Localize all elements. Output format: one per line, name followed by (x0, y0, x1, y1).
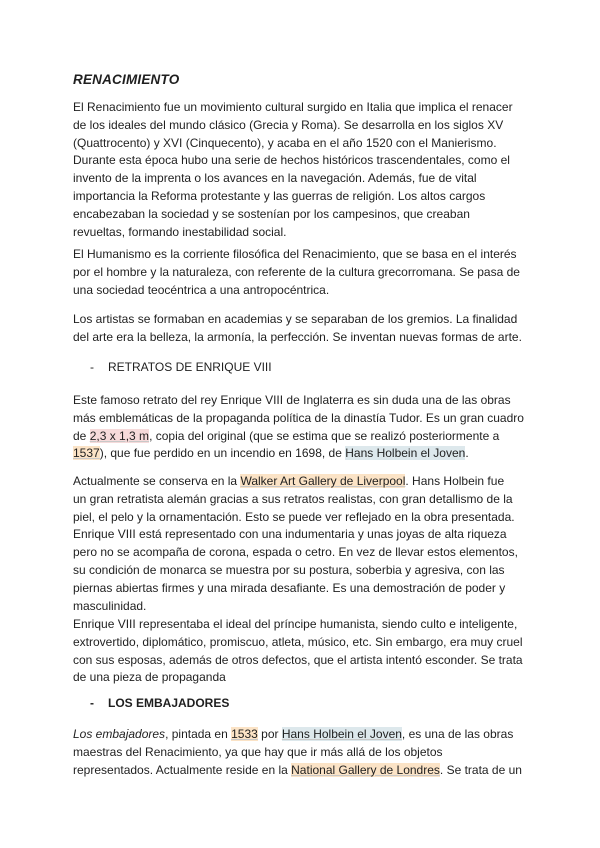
text-line: su condición de monarca se muestra por su postura, soberbia y agresiva, con las (73, 562, 505, 577)
text-run: . (465, 446, 469, 461)
highlight-artist: Hans Holbein el Joven (345, 446, 466, 461)
text-run: , pintada en (165, 727, 232, 741)
text-line: por el hombre y la naturaleza, con referente de la cultura grecorromana. Se pasa de (73, 264, 520, 279)
highlight-year: 1533 (231, 727, 258, 741)
text-line (73, 726, 535, 744)
text-run: . Se trata de un (439, 762, 522, 777)
text-line: Enrique VIII representaba el ideal del príncipe humanista, siendo culto e inteligente, (73, 617, 518, 631)
text-line: piel, el pelo y la ornamentación. Esto se puede ver reflejado en la obra presentada. (73, 509, 515, 524)
text-line: piernas abiertas firmes y una mirada desafiante. Es una demostración de poder y (73, 580, 506, 595)
artwork-title: Los embajadores (73, 727, 166, 741)
text-line: invento de la imprenta o los avances en la navegación. Además, fue de vital (73, 171, 477, 186)
paragraph-principe-humanista (73, 616, 535, 687)
text-run: por (257, 727, 282, 741)
text-line: revueltas, formando inestabilidad social. (73, 224, 287, 239)
text-line: un gran retratista alemán gracias a sus retratos realistas, con gran detallismo de la (73, 491, 513, 506)
text-line (73, 473, 535, 491)
bullet-retratos-enrique (90, 360, 272, 374)
text-line: de una pieza de propaganda (73, 670, 226, 685)
text-line: de los ideales del mundo clásico (Grecia y Roma). Se desarrolla en los siglos XV (73, 117, 504, 132)
text-line: extrovertido, diplomático, promiscuo, atleta, músico, etc. Sin embargo, era muy cruel (73, 634, 523, 649)
text-line: pero no se acompaña de corona, espada o cetro. En vez de llevar estos elementos, (73, 545, 518, 560)
text-line: una sociedad teocéntrica a una antropocéntrica. (73, 282, 330, 297)
text-line: encabezaban la sociedad y se sostenían por los campesinos, que creaban (73, 206, 470, 221)
text-line: (Quattrocento) y XVI (Cinquecento), y acaba en el año 1520 con el Manierismo. (73, 135, 497, 150)
paragraph-embajadores (73, 726, 535, 779)
text-line: El Humanismo es la corriente filosófica del Renacimiento, que se basa en el interés (73, 247, 517, 261)
text-line (73, 428, 535, 446)
text-line: maestras del Renacimiento, ya que hay que ir más allá de los objetos (73, 744, 443, 759)
highlight-year: 1537 (73, 446, 100, 461)
paragraph-artistas (73, 311, 535, 347)
bullet-text: RETRATOS DE ENRIQUE VIII (108, 360, 272, 374)
bullet-text: LOS EMBAJADORES (108, 696, 230, 710)
highlight-dimensions: 2,3 x 1,3 m (89, 428, 150, 443)
text-run: , es una de las obras (401, 727, 514, 741)
text-run: Actualmente se conserva en la (73, 474, 241, 488)
text-line: Durante esta época hubo una serie de hechos históricos trascendentales, como el (73, 153, 510, 168)
text-run: de (73, 428, 90, 443)
text-line: más emblemáticas de la propaganda política de la dinastía Tudor. Es un gran cuadro (73, 410, 524, 425)
bullet-dash: - (90, 696, 94, 710)
bullet-dash: - (90, 360, 94, 374)
text-line: Los artistas se formaban en academias y se separaban de los gremios. La finalidad (73, 312, 518, 326)
text-line: Enrique VIII está representado con una indumentaria y unas joyas de alta riqueza (73, 527, 507, 542)
document-title: RENACIMIENTO (73, 72, 180, 87)
text-line: Este famoso retrato del rey Enrique VIII de Inglaterra es sin duda una de las obras (73, 393, 511, 407)
paragraph-humanismo (73, 246, 535, 299)
text-line: con sus esposas, además de otros defectos, que el artista intentó esconder. Se trata (73, 652, 523, 667)
highlight-gallery: Walker Art Gallery de Liverpool (240, 474, 406, 488)
paragraph-retrato-enrique (73, 392, 535, 463)
text-line: del arte era la belleza, la armonía, la perfección. Se inventan nuevas formas de arte. (73, 329, 522, 344)
text-line: El Renacimiento fue un movimiento cultural surgido en Italia que implica el renacer (73, 100, 513, 114)
bullet-embajadores (90, 696, 229, 710)
paragraph-walker-gallery (73, 473, 535, 615)
text-line (73, 445, 535, 463)
text-line: masculinidad. (73, 598, 147, 613)
text-run: ), que fue perdido en un incendio en 1698, de (99, 446, 346, 461)
text-run: representados. Actualmente reside en la (73, 762, 292, 777)
text-run: . Hans Holbein fue (405, 474, 505, 488)
text-line: importancia la Reforma protestante y las guerras de religión. Los altos cargos (73, 188, 486, 203)
paragraph-renacimiento-intro (73, 99, 535, 241)
text-line (73, 762, 535, 780)
highlight-artist: Hans Holbein el Joven (281, 727, 402, 741)
highlight-gallery: National Gallery de Londres (291, 762, 440, 777)
text-run: , copia del original (que se estima que se realizó posteriormente a (149, 428, 500, 443)
